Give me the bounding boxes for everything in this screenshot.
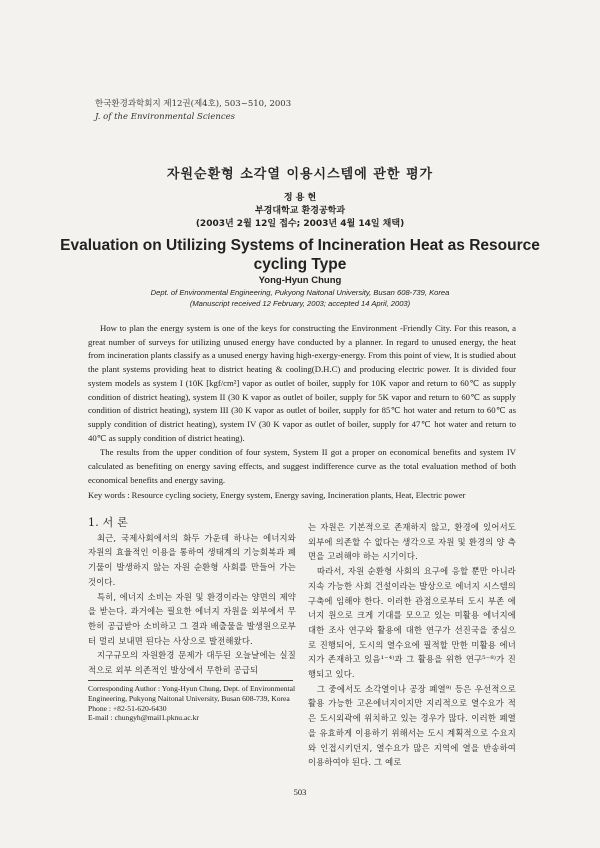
body-paragraph: 는 자원은 기본적으로 존재하지 않고, 환경에 있어서도 외부에 의존할 수 없다는 생각으로 자원 및 환경의 양 측면을 고려해야 하는 시기이다. [308, 522, 516, 562]
footnote-email: E-mail : chungyh@mail1.pknu.ac.kr [88, 713, 199, 723]
paper-title-korean: 자원순환형 소각열 이용시스템에 관한 평가 [166, 167, 434, 182]
body-column-left [88, 516, 296, 678]
author-name-korean: 정 용 현 [283, 193, 317, 203]
received-dates-korean: (2003년 2월 12일 접수; 2003년 4월 14일 채택) [195, 219, 405, 229]
journal-citation-ko: 한국환경과학회지 제12권(제4호), 503~510, 2003 [95, 99, 292, 109]
body-paragraph: 그 중에서도 소각열이나 공장 폐열⁹⁾ 등은 우선적으로 활용 가능한 고온에너지이지만 지리적으로 열수요가 적은 도시외곽에 위치하고 있는 경우가 많다. 이러한 폐열을 유효하게 이용하기 위해서는 도시 계획적으로 수요지와 인접시키던지, 열수요가 많은 지역에 열을 반송하여 이용하여야 된다. 그 예로 [308, 683, 516, 768]
journal-name-en: J. of the Environmental Sciences [95, 112, 236, 122]
footnote-author: Corresponding Author : Yong-Hyun Chung, Dept. of Environmental Engineering, Pukyong Naitonal University, Busan 608-739, Korea [88, 684, 296, 703]
body-paragraph: 지구규모의 자원환경 문제가 대두된 오늘날에는 실질적으로 외부 의존적인 발상에서 무한히 공급되 [88, 650, 296, 676]
abstract [88, 322, 516, 487]
body-paragraph: 최근, 국제사회에서의 화두 가운데 하나는 에너지와 자원의 효율적인 이용을 통하여 생태계의 기능회복과 폐기물이 발생하지 않는 자원 순환형 사회를 만들어 가는 것이다. [88, 532, 296, 587]
footnote-divider [88, 680, 293, 681]
author-affiliation-english [0, 288, 600, 309]
department-line: Dept. of Environmental Engineering, Pukyong Naitonal University, Busan 608-739, Korea [150, 288, 450, 297]
corresponding-author-footnote [88, 684, 298, 723]
author-affiliation-korean: 부경대학교 환경공학과 [254, 206, 346, 216]
keywords: Key words : Resource cycling society, Energy system, Energy saving, Incineration plants, Heat, Electric power [88, 490, 466, 500]
footnote-phone: Phone : +82-51-620-6430 [88, 703, 167, 713]
page-number: 503 [293, 787, 307, 797]
body-paragraph: 따라서, 자원 순환형 사회의 요구에 응할 뿐만 아니라 지속 가능한 사회 건설이라는 발상으로 에너지 시스템의 구축에 임해야 한다. 이러한 관점으로부터 도시 부존 에너지 원으로 크게 기대를 모으고 있는 미활용 에너지에 대한 조사 연구와 활용에 대한 연구가 선진국을 중심으로 진행되어, 도시의 열수요에 필적할 만한 미활용 에너지가 존재하고 있음¹⁻⁴⁾과 그 활용을 위한 연구⁵⁻⁸⁾가 진행되고 있다. [308, 566, 516, 680]
journal-header [95, 98, 291, 124]
body-column-right [308, 520, 516, 770]
abstract-paragraph-1: How to plan the energy system is one of the keys for constructing the Environment -Friendly City. For this reason, a great number of surveys for utilizing unused energy have conducted by a planner. In regard to unused energy, the heat from incineration plants classify as a unused energy having high-exergy-energy. From this point of view, It is studied about the plant systems providing heat to district heating & cooling(D.H.C) and producing electric power. It is divided four system models as system I (10K [kgf/cm²] vapor as outlet of boiler, supply for 10K vapor and return to 60℃ as supply condition of district heating), system II (30 K vapor as outlet of boiler, supply for 5K vapor and return to 60℃ as supply condition of district heating), system III (30 K vapor as outlet of boiler, supply for 85℃ hot water and return to 60℃ as supply condition of district heating), system IV (30 K vapor as outlet of boiler, supply for 47℃ hot water and return to 40℃ as supply condition of district heating). [88, 323, 516, 443]
author-block-korean [0, 192, 600, 231]
body-paragraph: 특히, 에너지 소비는 자원 및 환경이라는 양면의 제약을 받는다. 과거에는 필요한 에너지 자원을 외부에서 무한히 공급받아 소비하고 그 결과 배출물을 발생원으로부터 멀리 보내면 된다는 사상으로 발전해왔다. [88, 591, 296, 646]
manuscript-dates: (Manuscript received 12 February, 2003; accepted 14 April, 2003) [189, 298, 411, 308]
abstract-paragraph-2: The results from the upper condition of four system, System II got a proper on economical benefits and system IV calculated as benefiting on energy saving effects, and suggest indifference curve as the total evaluation method of both economical benefits and energy saving. [88, 447, 516, 485]
paper-title-english: Evaluation on Utilizing Systems of Incineration Heat as Resource cycling Type [60, 237, 540, 273]
author-name-english: Yong-Hyun Chung [258, 275, 342, 286]
section-heading-introduction: 1. 서 론 [88, 516, 128, 529]
